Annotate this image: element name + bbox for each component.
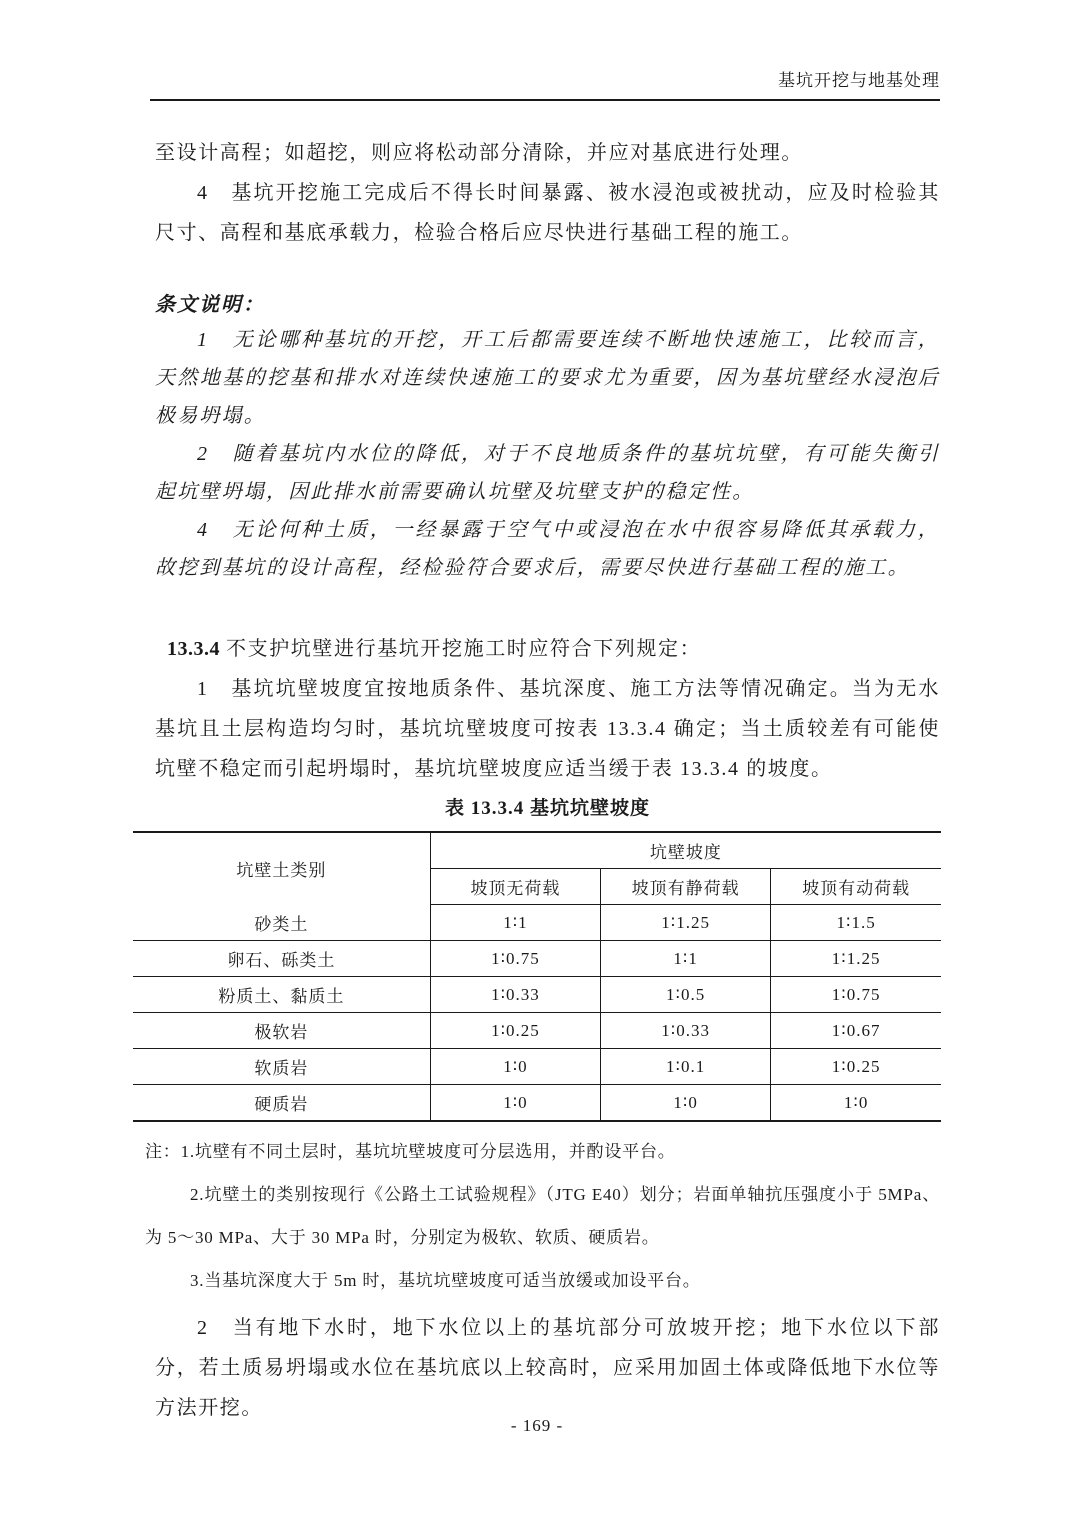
row-value: 1∶0	[771, 1085, 941, 1122]
paragraph-item4: 4 基坑开挖施工完成后不得长时间暴露、被水浸泡或被扰动，应及时检验其尺寸、高程和基底承载力，检验合格后应尽快进行基础工程的施工。	[155, 182, 940, 244]
row-value: 1∶0.1	[601, 1049, 771, 1085]
table-row	[133, 1049, 941, 1085]
clause-item-1: 1 基坑坑壁坡度宜按地质条件、基坑深度、施工方法等情况确定。当为无水基坑且土层构造均匀时，基坑坑壁坡度可按表 13.3.4 确定；当土质较差有可能使坑壁不稳定而引起坍塌时，基坑坑壁坡度应适当缓于表 13.3.4 的坡度。	[155, 678, 940, 780]
page-number: - 169 -	[510, 1416, 564, 1435]
paragraph-continuation: 至设计高程；如超挖，则应将松动部分清除，并应对基底进行处理。	[155, 142, 803, 164]
commentary-item-2: 2 随着基坑内水位的降低，对于不良地质条件的基坑坑壁，有可能失衡引起坑壁坍塌，因此排水前需要确认坑壁及坑壁支护的稳定性。	[155, 443, 940, 503]
clause-title: 不支护坑壁进行基坑开挖施工时应符合下列规定：	[226, 638, 702, 660]
row-value: 1∶0.25	[771, 1049, 941, 1085]
table-row	[133, 977, 941, 1013]
clause-item-2: 2 当有地下水时，地下水位以上的基坑部分可放坡开挖；地下水位以下部分，若土质易坍塌或水位在基坑底以上较高时，应采用加固土体或降低地下水位等方法开挖。	[155, 1317, 940, 1419]
row-value: 1∶0.5	[601, 977, 771, 1013]
row-value: 1∶0.33	[430, 977, 600, 1013]
row-value: 1∶1.5	[771, 905, 941, 941]
table-note-3: 3.当基坑深度大于 5m 时，基坑坑壁坡度可适当放缓或加设平台。	[190, 1271, 701, 1290]
page-header	[155, 70, 940, 101]
header-rule	[150, 99, 940, 101]
row-category: 极软岩	[133, 1013, 430, 1049]
row-value: 1∶0.33	[601, 1013, 771, 1049]
table-header-no-load: 坡顶无荷载	[430, 869, 600, 905]
row-value: 1∶0.25	[430, 1013, 600, 1049]
row-category: 砂类土	[133, 905, 430, 941]
row-value: 1∶0.75	[430, 941, 600, 977]
row-value: 1∶1.25	[771, 941, 941, 977]
row-value: 1∶0.75	[771, 977, 941, 1013]
slope-table	[133, 831, 941, 1122]
table-header-row-1	[133, 832, 941, 869]
commentary-item-4: 4 无论何种土质，一经暴露于空气中或浸泡在水中很容易降低其承载力，故挖到基坑的设计高程，经检验符合要求后，需要尽快进行基础工程的施工。	[155, 519, 940, 579]
table-group-header: 坑壁坡度	[430, 832, 941, 869]
clause-number: 13.3.4	[167, 638, 220, 660]
row-value: 1∶1	[601, 941, 771, 977]
clause-heading	[155, 629, 940, 669]
table-header-dynamic-load: 坡顶有动荷载	[771, 869, 941, 905]
row-category: 卵石、砾类土	[133, 941, 430, 977]
commentary-heading: 条文说明：	[155, 294, 265, 316]
table-note-2: 2.坑壁土的类别按现行《公路土工试验规程》（JTG E40）划分；岩面单轴抗压强度小于 5MPa、为 5～30 MPa、大于 30 MPa 时，分别定为极软、软质、硬质岩。	[145, 1185, 940, 1247]
commentary-section	[155, 289, 940, 587]
table-note-1: 注：1.坑壁有不同土层时，基坑坑壁坡度可分层选用，并酌设平台。	[145, 1142, 676, 1161]
row-category: 粉质土、黏质土	[133, 977, 430, 1013]
row-value: 1∶1.25	[601, 905, 771, 941]
commentary-item-1: 1 无论哪种基坑的开挖，开工后都需要连续不断地快速施工，比较而言，天然地基的挖基和排水对连续快速施工的要求尤为重要，因为基坑壁经水浸泡后极易坍塌。	[155, 329, 940, 427]
row-value: 1∶0	[430, 1049, 600, 1085]
row-value: 1∶1	[430, 905, 600, 941]
table-title: 表 13.3.4 基坑坑壁坡度	[444, 798, 650, 819]
table-header-static-load: 坡顶有静荷载	[601, 869, 771, 905]
row-value: 1∶0	[430, 1085, 600, 1122]
row-value: 1∶0	[601, 1085, 771, 1122]
clause-13-3-4	[155, 629, 940, 789]
table-row	[133, 905, 941, 941]
table-row	[133, 941, 941, 977]
table-header-category: 坑壁土类别	[236, 861, 327, 881]
row-category: 硬质岩	[254, 1095, 309, 1114]
table-notes	[145, 1130, 940, 1302]
table-row	[133, 1085, 941, 1122]
table-row	[133, 1013, 941, 1049]
row-value: 1∶0.67	[771, 1013, 941, 1049]
row-category: 软质岩	[133, 1049, 430, 1085]
running-head: 基坑开挖与地基处理	[778, 71, 940, 90]
